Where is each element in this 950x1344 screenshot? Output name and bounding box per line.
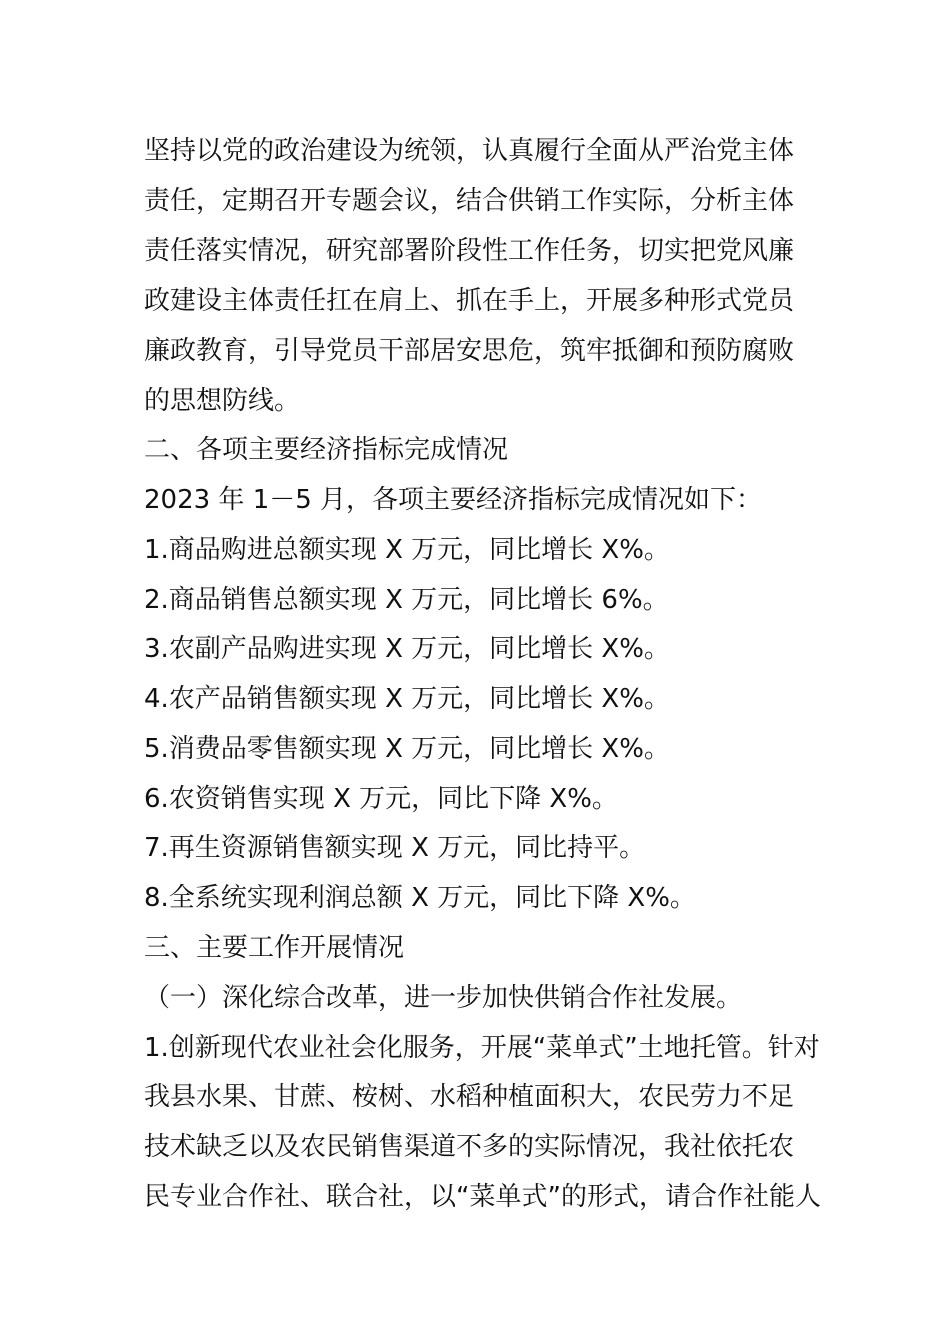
paragraph-line: 责任落实情况，研究部署阶段性工作任务，切实把党风廉 bbox=[144, 236, 795, 266]
indicator-item: 3.农副产品购进实现 X 万元，同比增长 X%。 bbox=[144, 634, 670, 664]
intro-line: 2023 年 1－5 月，各项主要经济指标完成情况如下： bbox=[144, 485, 763, 515]
indicator-item: 7.再生资源销售额实现 X 万元，同比持平。 bbox=[144, 833, 646, 863]
indicator-item: 8.全系统实现利润总额 X 万元，同比下降 X%。 bbox=[144, 883, 696, 913]
paragraph-line: 廉政教育，引导党员干部居安思危，筑牢抵御和预防腐败 bbox=[144, 336, 795, 366]
indicator-item: 4.农产品销售额实现 X 万元，同比增长 X%。 bbox=[144, 684, 670, 714]
paragraph-line: 1.创新现代农业社会化服务，开展“菜单式”土地托管。针对 bbox=[144, 1033, 820, 1063]
paragraph-line: 的思想防线。 bbox=[144, 386, 301, 416]
subsection-heading: （一）深化综合改革，进一步加快供销合作社发展。 bbox=[144, 983, 743, 1013]
paragraph-line: 坚持以党的政治建设为统领，认真履行全面从严治党主体 bbox=[144, 136, 795, 166]
indicator-item: 5.消费品零售额实现 X 万元，同比增长 X%。 bbox=[144, 734, 670, 764]
paragraph-line: 政建设主体责任扛在肩上、抓在手上，开展多种形式党员 bbox=[144, 286, 795, 316]
section-heading: 三、主要工作开展情况 bbox=[144, 933, 405, 963]
section-heading: 二、各项主要经济指标完成情况 bbox=[144, 435, 509, 465]
indicator-item: 2.商品销售总额实现 X 万元，同比增长 6%。 bbox=[144, 585, 669, 615]
paragraph-line: 我县水果、甘蔗、桉树、水稻种植面积大，农民劳力不足 bbox=[144, 1082, 795, 1112]
indicator-item: 1.商品购进总额实现 X 万元，同比增长 X%。 bbox=[144, 535, 670, 565]
indicator-item: 6.农资销售实现 X 万元，同比下降 X%。 bbox=[144, 784, 618, 814]
paragraph-line: 民专业合作社、联合社，以“菜单式”的形式，请合作社能人 bbox=[144, 1182, 821, 1212]
paragraph-line: 技术缺乏以及农民销售渠道不多的实际情况，我社依托农 bbox=[144, 1132, 795, 1162]
paragraph-line: 责任，定期召开专题会议，结合供销工作实际，分析主体 bbox=[144, 186, 795, 216]
